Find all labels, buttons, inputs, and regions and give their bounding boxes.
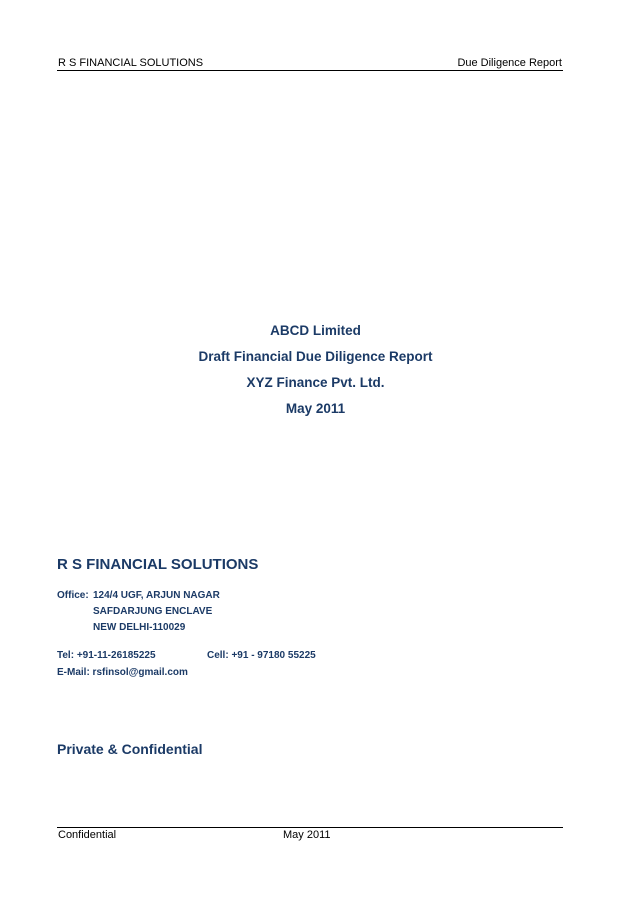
report-title: Draft Financial Due Diligence Report [198,349,433,364]
header-company: R S FINANCIAL SOLUTIONS [58,57,204,69]
footer-divider [57,827,563,828]
confidentiality-notice: Private & Confidential [57,741,203,757]
header-divider [57,70,563,71]
office-label: Office: [57,590,89,601]
client-name: ABCD Limited [270,323,361,338]
company-name: R S FINANCIAL SOLUTIONS [57,556,259,573]
address-line-1: 124/4 UGF, ARJUN NAGAR [93,590,220,601]
target-company: XYZ Finance Pvt. Ltd. [246,375,385,390]
header-report-title: Due Diligence Report [457,57,562,69]
footer-confidential: Confidential [58,829,117,841]
footer-date: May 2011 [283,829,331,841]
report-date: May 2011 [285,401,346,416]
email: E-Mail: rsfinsol@gmail.com [57,667,188,678]
cellphone: Cell: +91 - 97180 55225 [207,650,316,661]
address-line-2: SAFDARJUNG ENCLAVE [93,606,213,617]
title-block [180,324,451,428]
telephone: Tel: +91-11-26185225 [57,650,156,661]
address-line-3: NEW DELHI-110029 [93,622,186,633]
